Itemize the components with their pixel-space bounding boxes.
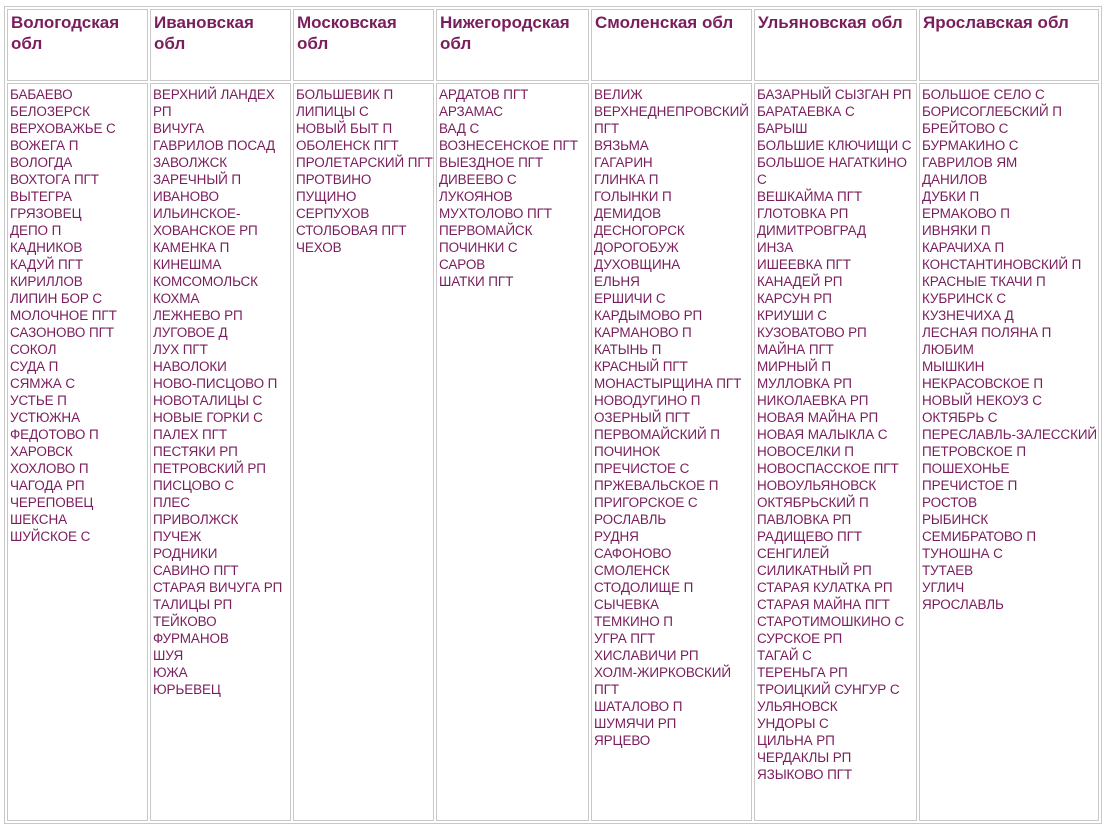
town-item: СТАРАЯ ВИЧУГА РП	[153, 580, 283, 595]
town-item: ВОЗНЕСЕНСКОЕ ПГТ	[439, 138, 578, 153]
towns-cell	[591, 83, 752, 821]
town-item: САРОВ	[439, 257, 486, 272]
town-item: ПЕРВОМАЙСКИЙ П	[594, 427, 720, 442]
town-item: ИВНЯКИ П	[922, 223, 991, 238]
town-item: ПОЧИНОК	[594, 444, 661, 459]
town-item: НОВЫЕ ГОРКИ С	[153, 410, 263, 425]
town-item: ЕРМАКОВО П	[922, 206, 1010, 221]
town-item: ПРИГОРСКОЕ С	[594, 495, 698, 510]
town-item: ПРОТВИНО	[296, 172, 372, 187]
town-item: ШЕКСНА	[10, 512, 67, 527]
town-item: НОВАЯ МАЙНА РП	[757, 410, 879, 425]
towns-cell	[919, 83, 1099, 821]
town-item: ЕЛЬНЯ	[594, 274, 640, 289]
town-item: ЮРЬЕВЕЦ	[153, 682, 221, 697]
town-item: СИЛИКАТНЫЙ РП	[757, 563, 872, 578]
town-item: БОЛЬШОЕ СЕЛО С	[922, 87, 1045, 102]
town-item: КУЗОВАТОВО РП	[757, 325, 867, 340]
town-item: ПРЕЧИСТОЕ П	[922, 478, 1018, 493]
town-item: НОВОТАЛИЦЫ С	[153, 393, 263, 408]
town-item: ХАРОВСК	[10, 444, 73, 459]
region-header: Ивановская обл	[150, 9, 291, 81]
town-item: ВЕРХНЕДНЕПРОВСКИЙ ПГТ	[594, 104, 749, 136]
region-header: Ульяновская обл	[754, 9, 917, 81]
towns-cell	[293, 83, 434, 821]
town-item: ДУХОВЩИНА	[594, 257, 681, 272]
town-item: ШУЯ	[153, 648, 184, 663]
town-item: ПЕТРОВСКИЙ РП	[153, 461, 266, 476]
town-item: СЕРПУХОВ	[296, 206, 370, 221]
town-item: ОЗЕРНЫЙ ПГТ	[594, 410, 690, 425]
town-item: ПЕРВОМАЙСК	[439, 223, 533, 238]
town-item: БОЛЬШИЕ КЛЮЧИЩИ С	[757, 138, 912, 153]
town-item: КУБРИНСК С	[922, 291, 1007, 306]
region-header: Вологодская обл	[7, 9, 148, 81]
town-item: ГРЯЗОВЕЦ	[10, 206, 82, 221]
town-item: СТАРАЯ КУЛАТКА РП	[757, 580, 893, 595]
town-item: ПАВЛОВКА РП	[757, 512, 852, 527]
town-item: ПАЛЕХ ПГТ	[153, 427, 227, 442]
town-item: БРЕЙТОВО С	[922, 121, 1009, 136]
towns-cell	[436, 83, 589, 821]
town-item: ЮЖА	[153, 665, 188, 680]
town-item: БАРАТАЕВКА С	[757, 104, 855, 119]
town-item: ДУБКИ П	[922, 189, 980, 204]
town-item: ШУЙСКОЕ С	[10, 529, 91, 544]
town-item: СУДА П	[10, 359, 59, 374]
town-item: ТУТАЕВ	[922, 563, 974, 578]
town-item: КАМЕНКА П	[153, 240, 230, 255]
town-item: НОВО-ПИСЦОВО П	[153, 376, 278, 391]
town-item: РОСЛАВЛЬ	[594, 512, 667, 527]
town-item: МАЙНА ПГТ	[757, 342, 834, 357]
town-item: ИШЕЕВКА ПГТ	[757, 257, 851, 272]
town-item: ВОЛОГДА	[10, 155, 73, 170]
town-item: КАРАЧИХА П	[922, 240, 1005, 255]
town-item: НОВАЯ МАЛЫКЛА С	[757, 427, 888, 442]
town-item: ДИМИТРОВГРАД	[757, 223, 867, 238]
town-item: ОКТЯБРЬ С	[922, 410, 998, 425]
town-item: ЛУХ ПГТ	[153, 342, 208, 357]
town-item: ЧЕРДАКЛЫ РП	[757, 750, 852, 765]
town-item: КАНАДЕЙ РП	[757, 274, 843, 289]
town-item: НОВОСЕЛКИ П	[757, 444, 854, 459]
town-item: ДЕСНОГОРСК	[594, 223, 685, 238]
town-item: РЫБИНСК	[922, 512, 989, 527]
town-item: ЧЕРЕПОВЕЦ	[10, 495, 94, 510]
town-item: ЛИПИЦЫ С	[296, 104, 369, 119]
town-item: КАРМАНОВО П	[594, 325, 692, 340]
town-item: ДОРОГОБУЖ	[594, 240, 679, 255]
town-item: ОКТЯБРЬСКИЙ П	[757, 495, 869, 510]
town-item: ЯРЦЕВО	[594, 733, 651, 748]
town-item: ЛУГОВОЕ Д	[153, 325, 228, 340]
town-item: ТЕМКИНО П	[594, 614, 673, 629]
town-item: УСТЮЖНА	[10, 410, 80, 425]
town-item: ВЕЛИЖ	[594, 87, 643, 102]
town-item: ВЕШКАЙМА ПГТ	[757, 189, 863, 204]
town-item: КАТЫНЬ П	[594, 342, 662, 357]
town-item: КРИУШИ С	[757, 308, 827, 323]
town-item: НЕКРАСОВСКОЕ П	[922, 376, 1043, 391]
region-header: Смоленская обл	[591, 9, 752, 81]
town-item: БУРМАКИНО С	[922, 138, 1019, 153]
town-item: ЛИПИН БОР С	[10, 291, 103, 306]
town-item: УНДОРЫ С	[757, 716, 829, 731]
town-item: СТАРОТИМОШКИНО С	[757, 614, 905, 629]
town-item: УГЛИЧ	[922, 580, 965, 595]
town-item: ВИЧУГА	[153, 121, 205, 136]
town-item: КАРДЫМОВО РП	[594, 308, 703, 323]
town-item: ГОЛЫНКИ П	[594, 189, 672, 204]
town-item: КАРСУН РП	[757, 291, 832, 306]
town-item: ВЕРХНИЙ ЛАНДЕХ РП	[153, 87, 275, 119]
town-item: ФЕДОТОВО П	[10, 427, 99, 442]
town-item: СЯМЖА С	[10, 376, 76, 391]
town-item: ГАВРИЛОВ ПОСАД	[153, 138, 276, 153]
town-item: ПУЩИНО	[296, 189, 357, 204]
town-item: ПОШЕХОНЬЕ	[922, 461, 1010, 476]
town-item: ПЛЕС	[153, 495, 190, 510]
town-item: СЫЧЕВКА	[594, 597, 659, 612]
town-item: УГРА ПГТ	[594, 631, 656, 646]
town-item: СТОЛБОВАЯ ПГТ	[296, 223, 407, 238]
town-item: БАБАЕВО	[10, 87, 73, 102]
town-item: ПРИВОЛЖСК	[153, 512, 239, 527]
town-item: КУЗНЕЧИХА Д	[922, 308, 1014, 323]
town-item: НОВЫЙ НЕКОУЗ С	[922, 393, 1042, 408]
town-item: БАЗАРНЫЙ СЫЗГАН РП	[757, 87, 912, 102]
town-item: ТРОИЦКИЙ СУНГУР С	[757, 682, 900, 697]
town-item: МОЛОЧНОЕ ПГТ	[10, 308, 117, 323]
town-item: БОЛЬШОЕ НАГАТКИНО С	[757, 155, 907, 187]
town-item: ХИСЛАВИЧИ РП	[594, 648, 699, 663]
town-item: ЗАРЕЧНЫЙ П	[153, 172, 242, 187]
town-item: ПРЖЕВАЛЬСКОЕ П	[594, 478, 719, 493]
town-item: САЗОНОВО ПГТ	[10, 325, 114, 340]
town-item: ОБОЛЕНСК ПГТ	[296, 138, 399, 153]
town-item: ТЕЙКОВО	[153, 614, 217, 629]
town-item: ЧАГОДА РП	[10, 478, 85, 493]
town-item: МЫШКИН	[922, 359, 985, 374]
header-row	[7, 9, 1099, 81]
town-item: РАДИЩЕВО ПГТ	[757, 529, 862, 544]
town-item: КОХМА	[153, 291, 200, 306]
town-item: ПЕРЕСЛАВЛЬ-ЗАЛЕССКИЙ	[922, 427, 1098, 442]
town-item: БОРИСОГЛЕБСКИЙ П	[922, 104, 1062, 119]
town-item: КАДУЙ ПГТ	[10, 257, 84, 272]
region-header: Ярославская обл	[919, 9, 1099, 81]
town-item: ИВАНОВО	[153, 189, 219, 204]
town-item: ВЕРХОВАЖЬЕ С	[10, 121, 116, 136]
town-item: ЛЕЖНЕВО РП	[153, 308, 243, 323]
town-item: ВОХТОГА ПГТ	[10, 172, 99, 187]
town-item: ДЕПО П	[10, 223, 62, 238]
town-item: ГЛОТОВКА РП	[757, 206, 849, 221]
town-item: СУРСКОЕ РП	[757, 631, 843, 646]
town-item: ЗАВОЛЖСК	[153, 155, 228, 170]
town-item: ТАЛИЦЫ РП	[153, 597, 233, 612]
town-item: НОВОУЛЬЯНОВСК	[757, 478, 877, 493]
town-item: ПИСЦОВО С	[153, 478, 235, 493]
town-item: ХОХЛОВО П	[10, 461, 89, 476]
town-item: ЧЕХОВ	[296, 240, 342, 255]
town-item: НАВОЛОКИ	[153, 359, 227, 374]
town-item: РОДНИКИ	[153, 546, 218, 561]
town-item: СТАРАЯ МАЙНА ПГТ	[757, 597, 890, 612]
town-item: КРАСНЫЙ ПГТ	[594, 359, 688, 374]
town-item: УСТЬЕ П	[10, 393, 67, 408]
town-item: КРАСНЫЕ ТКАЧИ П	[922, 274, 1046, 289]
town-item: АРЗАМАС	[439, 104, 503, 119]
town-item: ВЫТЕГРА	[10, 189, 72, 204]
town-item: МУЛЛОВКА РП	[757, 376, 852, 391]
town-item: ГЛИНКА П	[594, 172, 659, 187]
town-item: ТУНОШНА С	[922, 546, 1003, 561]
town-item: НОВОСПАССКОЕ ПГТ	[757, 461, 899, 476]
town-item: НОВЫЙ БЫТ П	[296, 121, 393, 136]
town-item: ТЕРЕНЬГА РП	[757, 665, 848, 680]
town-item: СМОЛЕНСК	[594, 563, 670, 578]
town-item: СТОДОЛИЩЕ П	[594, 580, 694, 595]
town-item: НОВОДУГИНО П	[594, 393, 701, 408]
town-item: КОНСТАНТИНОВСКИЙ П	[922, 257, 1082, 272]
town-item: ПЕТРОВСКОЕ П	[922, 444, 1026, 459]
town-item: МУХТОЛОВО ПГТ	[439, 206, 552, 221]
regions-towns-table	[4, 6, 1102, 824]
towns-cell	[150, 83, 291, 821]
town-item: ШУМЯЧИ РП	[594, 716, 677, 731]
town-item: ЛЮБИМ	[922, 342, 974, 357]
town-item: РУДНЯ	[594, 529, 639, 544]
town-item: МИРНЫЙ П	[757, 359, 832, 374]
town-item: ПЕСТЯКИ РП	[153, 444, 238, 459]
town-item: КИРИЛЛОВ	[10, 274, 83, 289]
town-item: ЕРШИЧИ С	[594, 291, 666, 306]
town-item: ПУЧЕЖ	[153, 529, 202, 544]
town-item: ВАД С	[439, 121, 480, 136]
town-item: СЕНГИЛЕЙ	[757, 546, 830, 561]
town-item: АРДАТОВ ПГТ	[439, 87, 529, 102]
town-item: ГАГАРИН	[594, 155, 653, 170]
town-item: ФУРМАНОВ	[153, 631, 229, 646]
towns-cell	[7, 83, 148, 821]
town-item: ИЛЬИНСКОЕ-ХОВАНСКОЕ РП	[153, 206, 258, 238]
region-header: Нижегородская обл	[436, 9, 589, 81]
town-item: ВОЖЕГА П	[10, 138, 79, 153]
towns-row	[7, 83, 1099, 821]
town-item: КИНЕШМА	[153, 257, 222, 272]
town-item: БОЛЬШЕВИК П	[296, 87, 394, 102]
town-item: СЕМИБРАТОВО П	[922, 529, 1036, 544]
town-item: БЕЛОЗЕРСК	[10, 104, 90, 119]
town-item: ИНЗА	[757, 240, 794, 255]
town-item: ЯЗЫКОВО ПГТ	[757, 767, 853, 782]
town-item: ТАГАЙ С	[757, 648, 812, 663]
town-item: ШАТКИ ПГТ	[439, 274, 514, 289]
town-item: ВЫЕЗДНОЕ ПГТ	[439, 155, 544, 170]
towns-cell	[754, 83, 917, 821]
town-item: ДАНИЛОВ	[922, 172, 988, 187]
town-item: ПРЕЧИСТОЕ С	[594, 461, 690, 476]
town-item: КАДНИКОВ	[10, 240, 83, 255]
town-item: ДЕМИДОВ	[594, 206, 662, 221]
town-item: УЛЬЯНОВСК	[757, 699, 838, 714]
town-item: ПОЧИНКИ С	[439, 240, 518, 255]
town-item: КОМСОМОЛЬСК	[153, 274, 258, 289]
town-item: ШАТАЛОВО П	[594, 699, 683, 714]
town-item: МОНАСТЫРЩИНА ПГТ	[594, 376, 742, 391]
town-item: ЛУКОЯНОВ	[439, 189, 513, 204]
region-header: Московская обл	[293, 9, 434, 81]
town-item: ЦИЛЬНА РП	[757, 733, 835, 748]
town-item: САВИНО ПГТ	[153, 563, 239, 578]
town-item: ЛЕСНАЯ ПОЛЯНА П	[922, 325, 1052, 340]
town-item: ВЯЗЬМА	[594, 138, 649, 153]
town-item: ГАВРИЛОВ ЯМ	[922, 155, 1018, 170]
town-item: РОСТОВ	[922, 495, 978, 510]
town-item: ПРОЛЕТАРСКИЙ ПГТ	[296, 155, 433, 170]
town-item: СОКОЛ	[10, 342, 57, 357]
town-item: ДИВЕЕВО С	[439, 172, 517, 187]
town-item: НИКОЛАЕВКА РП	[757, 393, 869, 408]
town-item: ХОЛМ-ЖИРКОВСКИЙ ПГТ	[594, 665, 731, 697]
town-item: САФОНОВО	[594, 546, 672, 561]
town-item: ЯРОСЛАВЛЬ	[922, 597, 1004, 612]
town-item: БАРЫШ	[757, 121, 808, 136]
